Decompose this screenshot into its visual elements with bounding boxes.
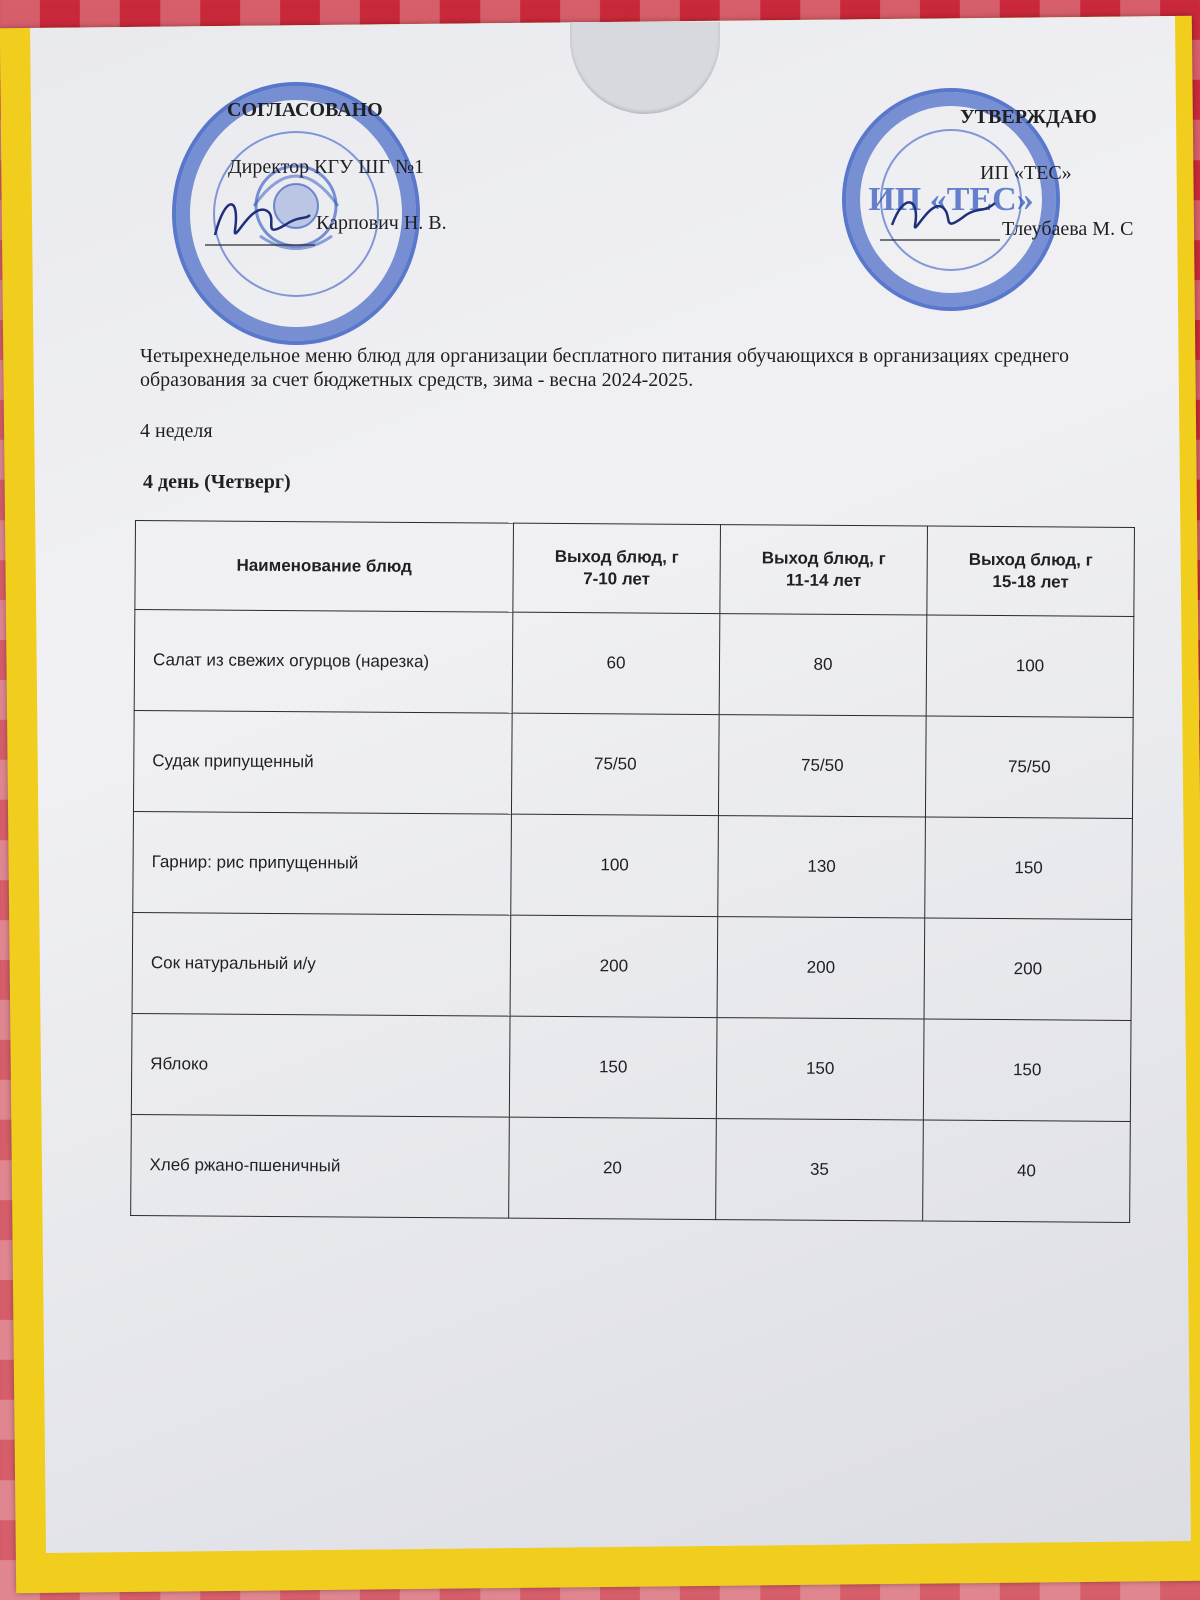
menu-table bbox=[130, 520, 1135, 1223]
portion-7-10: 75/50 bbox=[511, 713, 719, 815]
header-age-15-18 bbox=[927, 526, 1135, 616]
header-dish-name bbox=[135, 521, 514, 613]
portion-11-14: 150 bbox=[716, 1018, 924, 1120]
approval-left-heading: СОГЛАСОВАНО bbox=[227, 99, 383, 121]
portion-15-18: 150 bbox=[923, 1019, 1131, 1121]
portion-11-14: 35 bbox=[716, 1119, 924, 1221]
approval-right-position: ИП «ТЕС» bbox=[980, 162, 1072, 184]
dish-name: Яблоко bbox=[131, 1013, 510, 1117]
portion-15-18: 40 bbox=[923, 1120, 1131, 1222]
table-row bbox=[134, 610, 1134, 718]
dish-name: Гарнир: рис припущенный bbox=[133, 811, 512, 915]
left-signature bbox=[205, 185, 315, 255]
portion-11-14: 130 bbox=[718, 816, 926, 918]
table-row bbox=[131, 1013, 1131, 1121]
header-age-15-18-line2: 15-18 лет bbox=[992, 571, 1069, 592]
portion-15-18: 150 bbox=[925, 817, 1133, 919]
portion-7-10: 100 bbox=[511, 814, 719, 916]
table-row bbox=[132, 912, 1132, 1020]
portion-7-10: 150 bbox=[509, 1016, 717, 1118]
header-age-15-18-line1: Выход блюд, г bbox=[968, 549, 1093, 570]
header-dish-name-text: Наименование блюд bbox=[236, 555, 412, 576]
approval-right-name: Тлеубаева М. С bbox=[1002, 218, 1134, 240]
header-age-7-10-line1: Выход блюд, г bbox=[554, 546, 679, 567]
dish-name: Сок натуральный и/у bbox=[132, 912, 511, 1016]
dish-name: Салат из свежих огурцов (нарезка) bbox=[134, 610, 513, 714]
table-row bbox=[131, 1114, 1131, 1222]
portion-7-10: 200 bbox=[510, 915, 718, 1017]
portion-15-18: 100 bbox=[926, 615, 1134, 717]
portion-15-18: 75/50 bbox=[925, 716, 1133, 818]
table-row bbox=[133, 710, 1133, 818]
header-age-11-14-line2: 11-14 лет bbox=[785, 570, 862, 591]
menu-table-wrap bbox=[130, 520, 1135, 1223]
portion-11-14: 75/50 bbox=[718, 715, 926, 817]
approval-left-name: Карпович Н. В. bbox=[316, 212, 447, 234]
week-label: 4 неделя bbox=[140, 420, 213, 442]
approval-left-position: Директор КГУ ШГ №1 bbox=[228, 156, 425, 178]
portion-15-18: 200 bbox=[924, 918, 1132, 1020]
dish-name: Судак припущенный bbox=[133, 710, 512, 814]
table-header-row bbox=[135, 521, 1135, 617]
right-stamp-center-text: ИП «ТЕС» bbox=[868, 181, 1034, 218]
portion-11-14: 200 bbox=[717, 917, 925, 1019]
header-age-7-10 bbox=[513, 523, 721, 613]
header-age-7-10-line2: 7-10 лет bbox=[583, 569, 651, 589]
day-label: 4 день (Четверг) bbox=[143, 471, 291, 493]
portion-11-14: 80 bbox=[719, 614, 927, 716]
dish-name: Хлеб ржано-пшеничный bbox=[131, 1114, 510, 1218]
header-age-11-14 bbox=[720, 525, 928, 615]
approval-right-heading: УТВЕРЖДАЮ bbox=[960, 106, 1097, 128]
right-signature bbox=[880, 185, 1000, 245]
table-row bbox=[133, 811, 1133, 919]
portion-7-10: 60 bbox=[512, 612, 720, 714]
menu-title: Четырехнедельное меню блюд для организации бесплатного питания обучающихся в организациях среднего образования за счет бюджетных средств, зима - весна 2024-2025. bbox=[140, 345, 1070, 391]
portion-7-10: 20 bbox=[509, 1117, 717, 1219]
header-age-11-14-line1: Выход блюд, г bbox=[761, 548, 886, 569]
